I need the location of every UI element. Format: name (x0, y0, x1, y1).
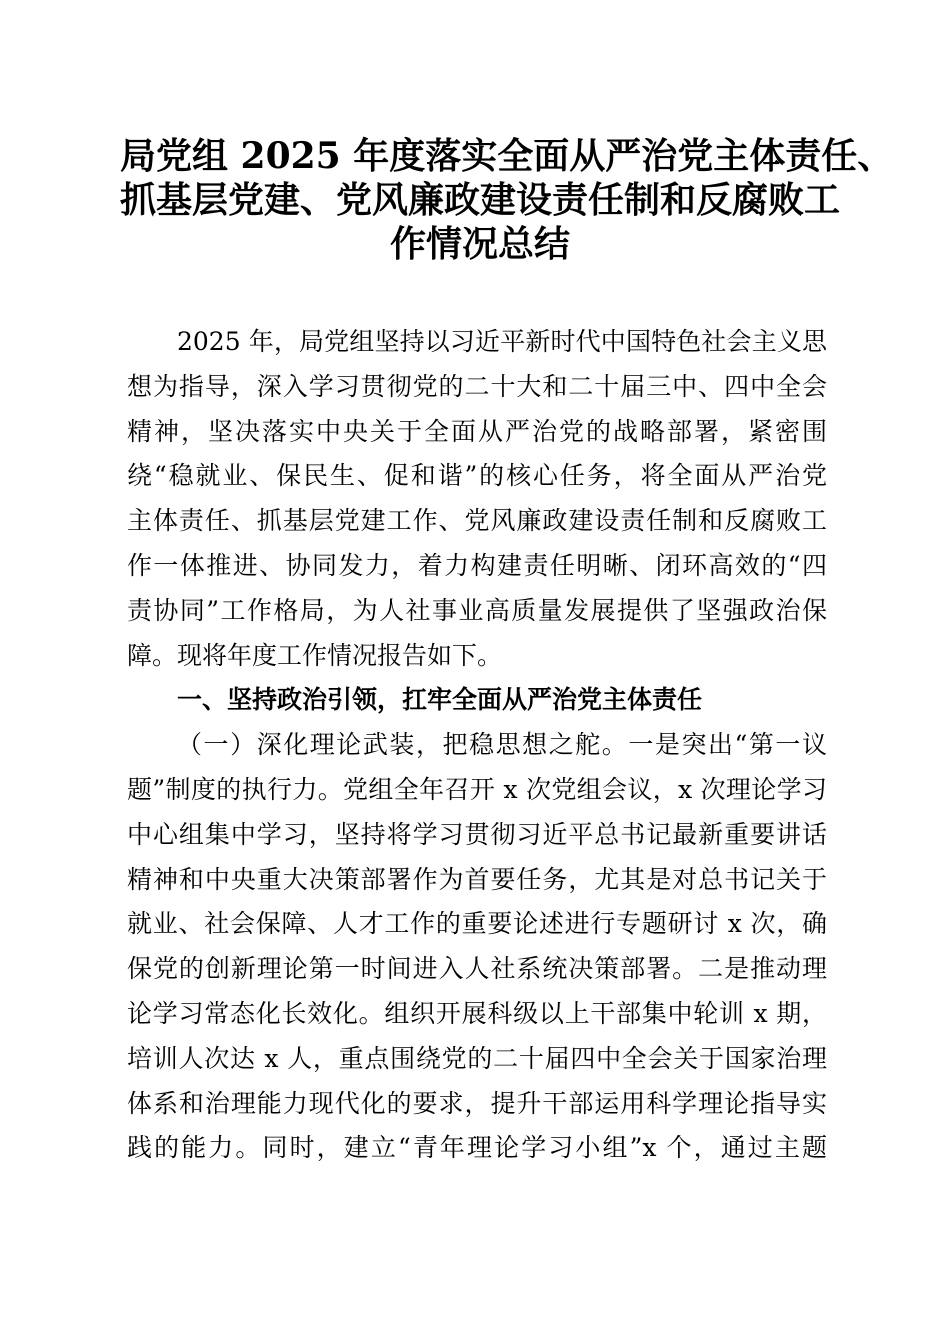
title-line: 抓基层党建、党风廉政建设责任制和反腐败工 (120, 179, 841, 221)
paragraph-line: 保党的创新理论第一时间进入人社系统决策部署。二是推动理 (127, 954, 827, 984)
title-line: 作情况总结 (389, 223, 570, 265)
paragraph-line: 想为指导，深入学习贯彻党的二十大和二十届三中、四中全会 (127, 371, 827, 401)
paragraph-line: 作一体推进、协同发力，着力构建责任明晰、闭环高效的“四 (127, 550, 827, 580)
paragraph-line: 精神和中央重大决策部署作为首要任务，尤其是对总书记关于 (127, 864, 827, 894)
paragraph-line: 主体责任、抓基层党建工作、党风廉政建设责任制和反腐败工 (127, 506, 827, 536)
section-paragraph (127, 723, 827, 1171)
document-title (120, 134, 894, 266)
paragraph-line: 中心组集中学习，坚持将学习贯彻习近平总书记最新重要讲话 (127, 819, 827, 849)
title-line: 局党组 2025 年度落实全面从严治党主体责任、 (120, 135, 894, 177)
paragraph-line: （一）深化理论武装，把稳思想之舵。一是突出“第一议 (177, 730, 827, 760)
paragraph-line: 绕“稳就业、保民生、促和谐”的核心任务，将全面从严治党 (127, 461, 827, 491)
document-body (127, 320, 827, 1171)
paragraph-line: 体系和治理能力现代化的要求，提升干部运用科学理论指导实 (127, 1088, 827, 1118)
paragraph-line: 论学习常态化长效化。组织开展科级以上干部集中轮训 x 期， (127, 998, 827, 1028)
paragraph-line: 责协同”工作格局，为人社事业高质量发展提供了坚强政治保 (127, 595, 827, 625)
paragraph-line: 培训人次达 x 人，重点围绕党的二十届四中全会关于国家治理 (127, 1043, 827, 1073)
section-heading: 一、坚持政治引领，扛牢全面从严治党主体责任 (177, 685, 703, 715)
paragraph-line: 就业、社会保障、人才工作的重要论述进行专题研讨 x 次，确 (127, 909, 827, 939)
paragraph-line: 障。现将年度工作情况报告如下。 (127, 640, 503, 670)
intro-paragraph (127, 320, 827, 678)
paragraph-line: 题”制度的执行力。党组全年召开 x 次党组会议，x 次理论学习 (127, 774, 827, 804)
paragraph-line: 精神，坚决落实中央关于全面从严治党的战略部署，紧密围 (127, 416, 827, 446)
paragraph-line: 践的能力。同时，建立“青年理论学习小组”x 个，通过主题 (127, 1133, 827, 1163)
paragraph-line: 2025 年，局党组坚持以习近平新时代中国特色社会主义思 (177, 327, 827, 356)
